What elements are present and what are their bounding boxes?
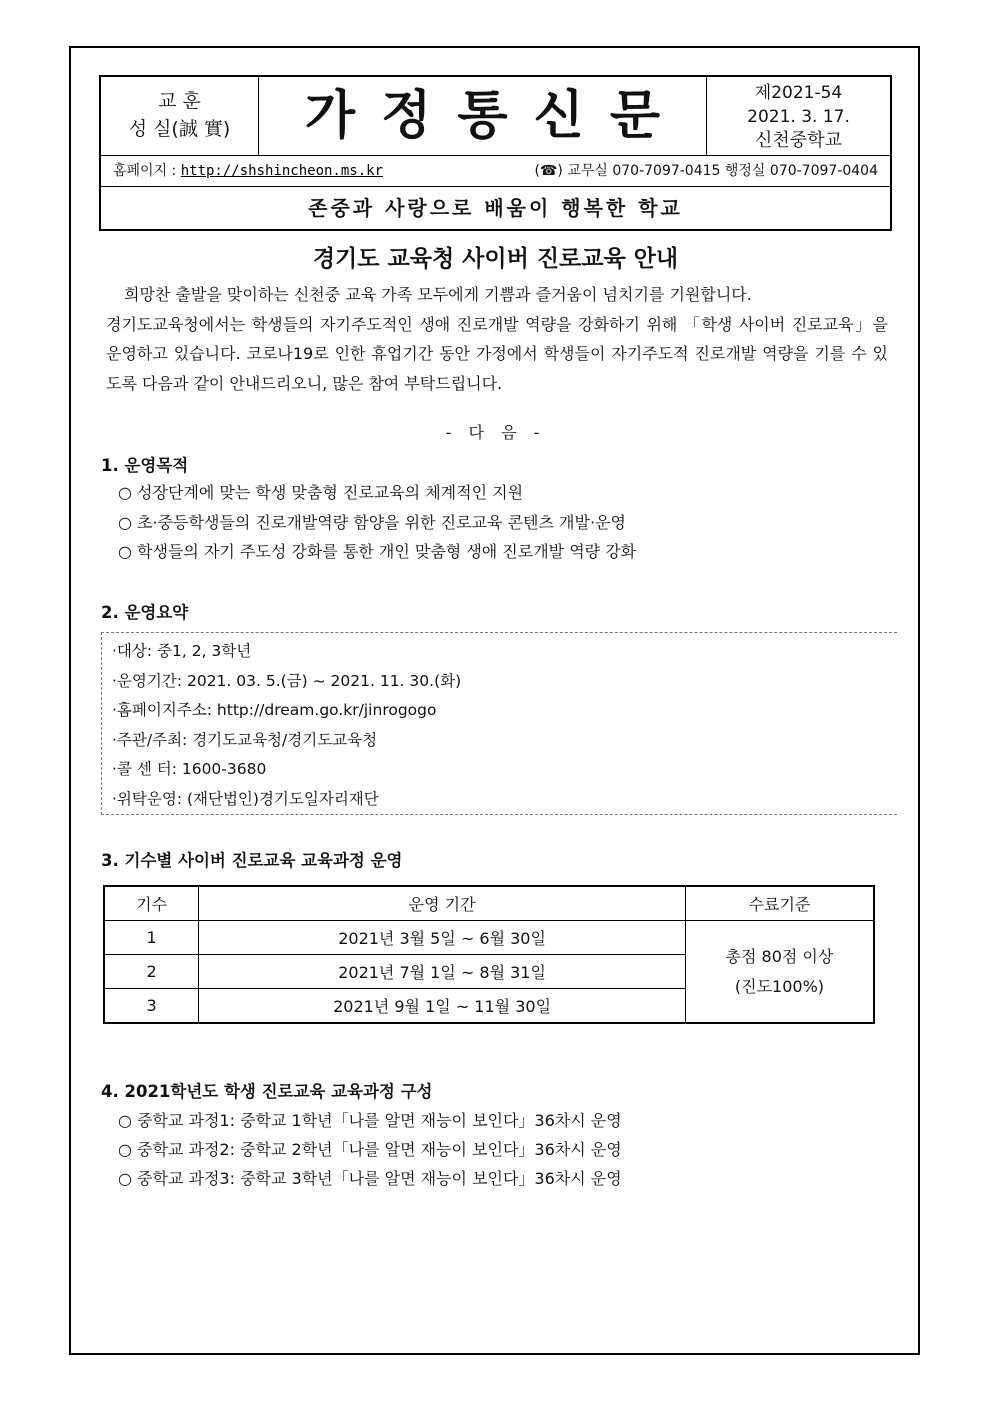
school-motto [101,77,259,155]
school-slogan: 존중과 사랑으로 배움이 행복한 학교 [308,196,683,220]
column-header: 수료기준 [685,886,874,921]
cohort-number: 3 [104,989,199,1024]
cohort-period: 2021년 3월 5일 ~ 6월 30일 [199,921,686,955]
issue-info [707,77,890,155]
purpose-list [118,478,636,567]
list-item: ○ 학생들의 자기 주도성 강화를 통한 개인 맞춤형 생애 진로개발 역량 강화 [118,542,637,561]
summary-item: ·대상: 중1, 2, 3학년 [112,642,252,660]
section-heading: 2. 운영요약 [101,603,189,622]
phone-numbers: 교무실 070-7097-0415 행정실 070-7097-0404 [567,163,878,179]
phone-info: (☎) 교무실 070-7097-0415 행정실 070-7097-0404 [534,163,878,179]
newsletter-title: 가정통신문 [259,77,707,155]
list-item: ○ 성장단계에 맞는 학생 맞춤형 진로교육의 체계적인 지원 [118,483,524,502]
issue-date: 2021. 3. 17. [747,107,850,127]
homepage-label: 홈페이지 : [113,163,177,179]
list-item: ○ 초·중등학생들의 진로개발역량 함양을 위한 진로교육 콘텐츠 개발·운영 [118,512,626,532]
section-heading: 3. 기수별 사이버 진로교육 교육과정 운영 [101,851,403,870]
phone-icon: ☎ [539,163,558,179]
column-header: 운영 기간 [199,886,686,921]
table-header-row [104,886,874,921]
homepage-link[interactable]: http://shshincheon.ms.kr [180,163,384,179]
cohort-period: 2021년 9월 1일 ~ 11월 30일 [199,989,686,1024]
course-schedule-table [103,885,875,1024]
dasum-divider: - 다 음 - [445,423,546,442]
curriculum-list [118,1106,622,1193]
list-item: ○ 중학교 과정3: 중학교 3학년「나를 알면 재능이 보인다」36차시 운영 [118,1169,622,1188]
motto-label: 교 훈 [158,90,201,112]
criteria-score: 총점 80점 이상 [725,946,834,966]
homepage [113,156,383,186]
table-row [104,921,874,955]
cohort-number: 1 [104,921,199,955]
list-item: ○ 중학교 과정2: 중학교 2학년「나를 알면 재능이 보인다」36차시 운영 [118,1140,622,1159]
motto-text: 성 실(誠 實) [128,118,231,140]
column-header: 기수 [104,886,199,921]
intro-line: 희망찬 출발을 맞이하는 신천중 교육 가족 모두에게 기쁨과 즐거움이 넘치기를 기원합니다. [124,285,752,304]
document-title: 경기도 교육청 사이버 진로교육 안내 [312,246,679,272]
list-item: ○ 중학교 과정1: 중학교 1학년「나를 알면 재능이 보인다」36차시 운영 [118,1111,622,1130]
summary-item: ·운영기간: 2021. 03. 5.(금) ~ 2021. 11. 30.(화) [112,671,462,690]
cohort-period: 2021년 7월 1일 ~ 8월 31일 [199,955,686,989]
school-name: 신천중학교 [755,130,842,151]
intro-paragraph [106,280,888,398]
summary-item: ·위탁운영: (재단법인)경기도일자리재단 [112,789,379,808]
summary-item: ·콜 센 터: 1600-3680 [112,760,267,778]
issue-number: 제2021-54 [754,83,843,103]
completion-criteria [685,921,874,1024]
intro-line: 경기도교육청에서는 학생들의 자기주도적인 생애 진로개발 역량을 강화하기 위해 「학생 사이버 진로교육」을 운영하고 있습니다. 코로나19로 인한 휴업기간 동안 가정에서 학생들이 자기주도적 진로개발 역량을 기를 수 있도록 다음과 같이 안내드리오니, 많은 참여 부탁드립니다. [106,314,888,393]
contact-row [101,155,890,187]
section-heading: 4. 2021학년도 학생 진로교육 교육과정 구성 [101,1082,433,1101]
cohort-number: 2 [104,955,199,989]
criteria-progress: (진도100%) [734,976,825,996]
section-heading: 1. 운영목적 [101,456,189,475]
summary-box [101,632,897,815]
summary-item: ·홈페이지주소: http://dream.go.kr/jinrogogo [112,701,437,719]
newsletter-header [99,75,892,231]
summary-item: ·주관/주최: 경기도교육청/경기도교육청 [112,730,378,749]
